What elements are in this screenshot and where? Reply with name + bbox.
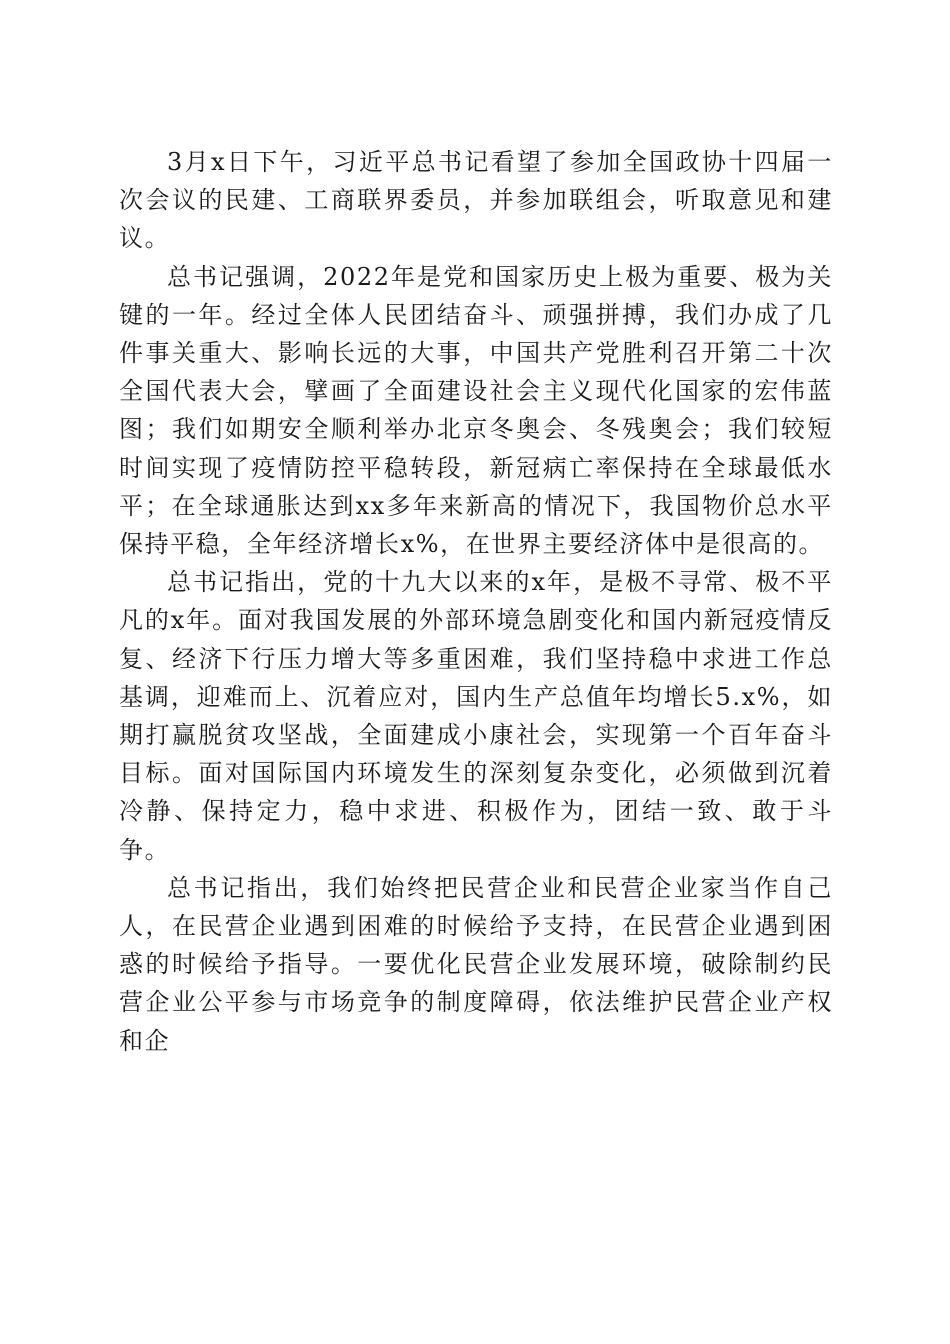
paragraph-3: 总书记指出，党的十九大以来的x年，是极不寻常、极不平凡的x年。面对我国发展的外部环境急剧变化和国内新冠疫情反复、经济下行压力增大等多重困难，我们坚持稳中求进工作总基调，迎难而上、沉着应对，国内生产总值年均增长5.x%，如期打赢脱贫攻坚战，全面建成小康社会，实现第一个百年奋斗目标。面对国际国内环境发生的深刻复杂变化，必须做到沉着冷静、保持定力，稳中求进、积极作为，团结一致、敢于斗争。 (119, 568, 833, 864)
paragraph-1: 3月x日下午，习近平总书记看望了参加全国政协十四届一次会议的民建、工商联界委员，并参加联组会，听取意见和建议。 (119, 148, 833, 253)
paragraph-2: 总书记强调，2022年是党和国家历史上极为重要、极为关键的一年。经过全体人民团结奋斗、顽强拼搏，我们办成了几件事关重大、影响长远的大事，中国共产党胜利召开第二十次全国代表大会，擘画了全面建设社会主义现代化国家的宏伟蓝图；我们如期安全顺利举办北京冬奥会、冬残奥会；我们较短时间实现了疫情防控平稳转段，新冠病亡率保持在全球最低水平；在全球通胀达到xx多年来新高的情况下，我国物价总水平保持平稳，全年经济增长x%，在世界主要经济体中是很高的。 (119, 262, 833, 559)
paragraph-4: 总书记指出，我们始终把民营企业和民营企业家当作自己人，在民营企业遇到困难的时候给予支持，在民营企业遇到困惑的时候给予指导。一要优化民营企业发展环境，破除制约民营企业公平参与市场竞争的制度障碍，依法维护民营企业产权和企 (119, 873, 833, 1055)
document-body (119, 143, 833, 1060)
